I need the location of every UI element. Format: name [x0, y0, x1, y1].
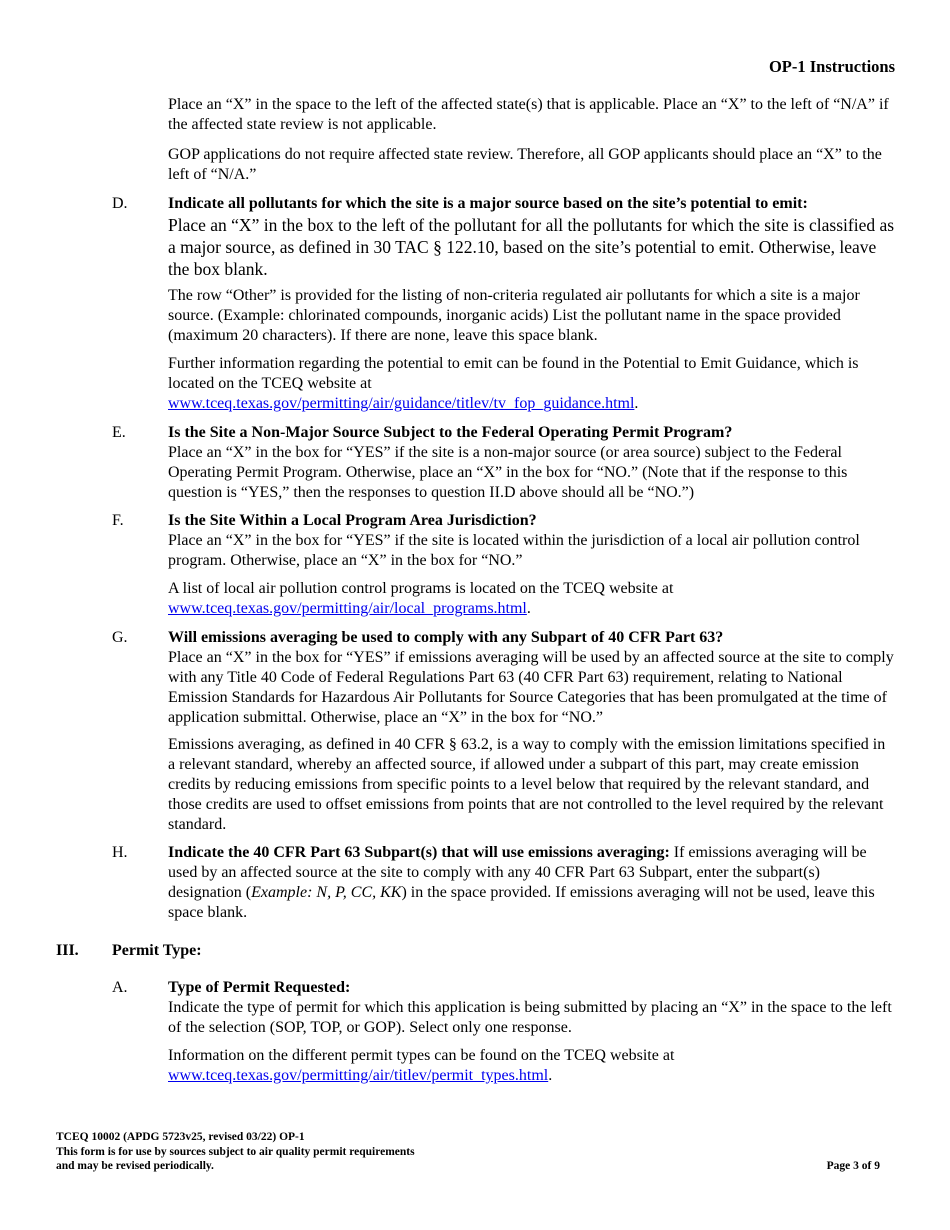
- intro-paragraph-1: [168, 95, 896, 135]
- item-d-text-2: The row “Other” is provided for the listing of non-criteria regulated air pollutants for which a site is a major source. (Example: chlorinated compounds, inorganic acids) List the pollutant name in the space provided (maximum 20 characters). If there are none, leave this space blank.: [168, 287, 860, 344]
- tv-fop-guidance-link[interactable]: www.tceq.texas.gov/permitting/air/guidance/titlev/tv_fop_guidance.html: [168, 395, 635, 412]
- footer-line-1: TCEQ 10002 (APDG 5723v25, revised 03/22) OP-1: [56, 1131, 305, 1143]
- item-e-heading: Is the Site a Non-Major Source Subject to the Federal Operating Permit Program?: [168, 424, 733, 441]
- section-iii-item-a-letter: A.: [112, 979, 128, 996]
- item-d-text-3: Further information regarding the potential to emit can be found in the Potential to Emit Guidance, which is located on the TCEQ website at: [168, 355, 859, 392]
- local-programs-link[interactable]: www.tceq.texas.gov/permitting/air/local_programs.html: [168, 600, 527, 617]
- item-e-letter: E.: [112, 424, 126, 441]
- item-h-text-a: If emissions averaging will be used by an affected source at the site to comply with any 40 CFR Part 63 Subpart, enter the subpart(s) designation (: [168, 844, 867, 901]
- permit-types-link[interactable]: www.tceq.texas.gov/permitting/air/titlev/permit_types.html: [168, 1067, 549, 1084]
- item-d-heading: Indicate all pollutants for which the site is a major source based on the site’s potential to emit:: [168, 195, 808, 212]
- item-e-text-1: Place an “X” in the box for “YES” if the site is a non-major source (or area source) subject to the Federal Operating Permit Program. Otherwise, place an “X” in the box for “NO.” (Note that if the response to this question is “YES,” then the responses to question II.D above should all be “NO.”): [168, 444, 848, 501]
- item-h-example: Example: N, P, CC, KK: [251, 884, 402, 901]
- section-iii-number: III.: [56, 942, 79, 959]
- item-f-text-1: Place an “X” in the box for “YES” if the site is located within the jurisdiction of a local air pollution control program. Otherwise, place an “X” in the box for “NO.”: [168, 532, 860, 569]
- section-iii-item-a-heading: Type of Permit Requested:: [168, 979, 351, 996]
- item-g-text-1: Place an “X” in the box for “YES” if emissions averaging will be used by an affected source at the site to comply with any Title 40 Code of Federal Regulations Part 63 (40 CFR Part 63) requirement, relating to National Emission Standards for Hazardous Air Pollutants for Source Categories that has been promulgated at the time of application submittal. Otherwise, place an “X” in the box for “NO.”: [168, 649, 894, 726]
- item-g-text-2: Emissions averaging, as defined in 40 CFR § 63.2, is a way to comply with the emission limitations specified in a relevant standard, whereby an affected source, if allowed under a subpart of this part, may create emission credits by reducing emissions from specific points to a level below that required by the relevant standard, and those credits are used to offset emissions from points that are not controlled to the level required by the relevant standard.: [168, 736, 886, 833]
- page-header-title: OP-1 Instructions: [768, 57, 895, 76]
- item-h-text-b: ) in the space provided. If emissions averaging will not be used, leave this space blank.: [168, 884, 875, 921]
- section-iii-title: Permit Type:: [112, 942, 202, 959]
- section-iii-item-a: [168, 978, 896, 1038]
- item-f-letter: F.: [112, 512, 124, 529]
- section-iii-item-a-link-suffix: .: [548, 1067, 553, 1084]
- item-f-heading: Is the Site Within a Local Program Area Jurisdiction?: [168, 512, 537, 529]
- item-e: [168, 423, 896, 503]
- item-f-paragraph-2: [168, 579, 896, 619]
- item-d-link-suffix: .: [634, 395, 639, 412]
- item-d-paragraph-2: [168, 286, 896, 346]
- item-h-letter: H.: [112, 844, 128, 861]
- item-h-heading: Indicate the 40 CFR Part 63 Subpart(s) that will use emissions averaging:: [168, 844, 670, 861]
- item-g-paragraph-2: [168, 735, 896, 835]
- item-d: [168, 194, 896, 280]
- footer-line-2: This form is for use by sources subject to air quality permit requirements: [56, 1145, 415, 1158]
- section-iii-item-a-paragraph-2: [168, 1046, 896, 1086]
- intro-text-2: GOP applications do not require affected state review. Therefore, all GOP applicants should place an “X” to the left of “N/A.”: [168, 146, 882, 183]
- item-d-letter: D.: [112, 195, 128, 212]
- intro-paragraph-2: [168, 145, 896, 185]
- item-g: [168, 628, 896, 728]
- section-iii-item-a-text-2: Information on the different permit types can be found on the TCEQ website at: [168, 1047, 675, 1064]
- item-f: [168, 511, 896, 571]
- item-f-link-suffix: .: [526, 600, 531, 617]
- item-d-text-1: Place an “X” in the box to the left of the pollutant for all the pollutants for which the site is classified as a major source, as defined in 30 TAC § 122.10, based on the site’s potential to emit. Otherwise, leave the box blank.: [168, 215, 895, 279]
- intro-text-1: Place an “X” in the space to the left of the affected state(s) that is applicable. Place an “X” to the left of “N/A” if the affected state review is not applicable.: [168, 96, 889, 133]
- item-d-paragraph-3: [168, 354, 896, 414]
- item-g-letter: G.: [112, 629, 128, 646]
- item-h: [168, 843, 896, 923]
- section-iii-item-a-text-1: Indicate the type of permit for which this application is being submitted by placing an “X” in the space to the left of the selection (SOP, TOP, or GOP). Select only one response.: [168, 999, 892, 1036]
- footer-line-3: and may be revised periodically.: [56, 1160, 214, 1172]
- page-number: Page 3 of 9: [826, 1160, 880, 1172]
- footer-form-info: [56, 1130, 415, 1174]
- item-f-text-2: A list of local air pollution control programs is located on the TCEQ website at: [168, 580, 674, 597]
- item-g-heading: Will emissions averaging be used to comply with any Subpart of 40 CFR Part 63?: [168, 629, 724, 646]
